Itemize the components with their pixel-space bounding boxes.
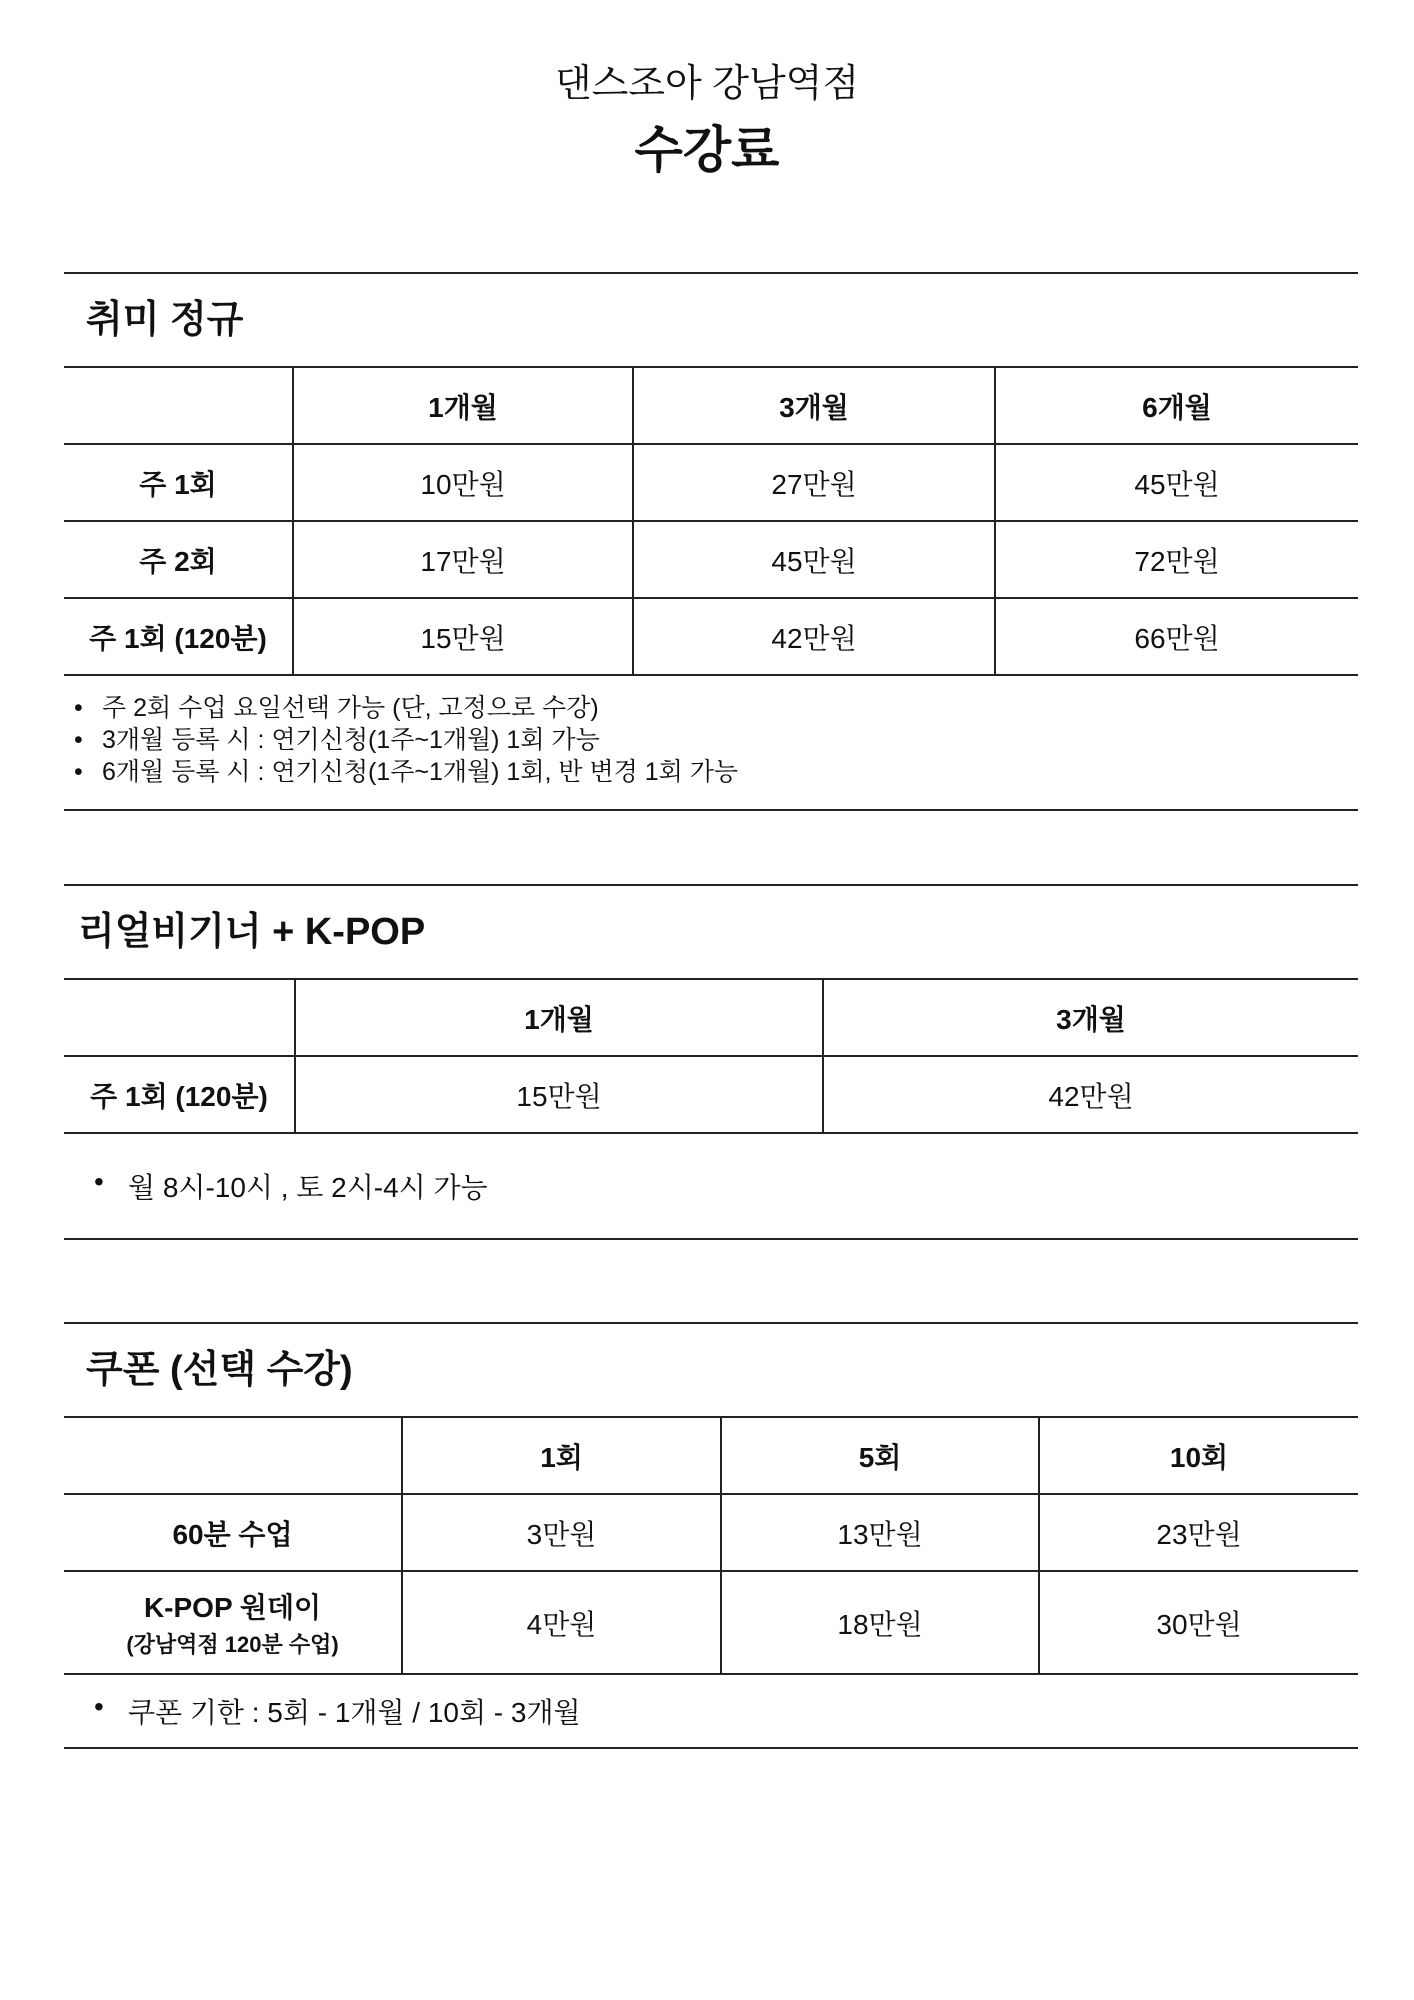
- hobby-price-table: [64, 366, 1358, 674]
- row-label-sub: (강남역점 120분 수업): [126, 1632, 339, 1657]
- price-cell: 10만원: [293, 444, 633, 521]
- price-cell: 45만원: [995, 444, 1358, 521]
- table-row: [64, 1056, 1358, 1132]
- row-label: 주 1회: [64, 444, 293, 521]
- row-label-main: K-POP 원데이: [143, 1592, 322, 1623]
- bullet-icon: •: [74, 694, 83, 722]
- price-cell: 17만원: [293, 521, 633, 598]
- price-cell: 18만원: [721, 1571, 1039, 1673]
- table-row: [64, 1571, 1358, 1673]
- bullet-icon: •: [74, 726, 83, 754]
- row-label: 주 1회 (120분): [64, 598, 293, 674]
- price-cell: 4만원: [402, 1571, 721, 1673]
- row-label: 주 2회: [64, 521, 293, 598]
- beginner-price-table: [64, 978, 1358, 1132]
- price-cell: 42만원: [633, 598, 995, 674]
- column-header: 1회: [402, 1417, 721, 1494]
- column-header: 3개월: [823, 979, 1358, 1056]
- bullet-icon: •: [74, 758, 83, 786]
- price-cell: 45만원: [633, 521, 995, 598]
- row-label: [64, 1571, 402, 1673]
- coupon-notes: [64, 1673, 1358, 1749]
- coupon-section: [64, 1322, 1358, 1749]
- section-title-hobby: 취미 정규: [86, 299, 244, 341]
- hobby-regular-section: [64, 272, 1358, 811]
- corner-cell: [64, 979, 295, 1056]
- beginner-kpop-section: [64, 884, 1358, 1240]
- table-header-row: [64, 1417, 1358, 1494]
- list-item: [64, 1691, 581, 1731]
- note-text: 주 2회 수업 요일선택 가능 (단, 고정으로 수강): [102, 694, 599, 722]
- section-title-beginner: 리얼비기너 + K-POP: [78, 911, 426, 953]
- price-cell: 72만원: [995, 521, 1358, 598]
- price-cell: 66만원: [995, 598, 1358, 674]
- section-title-coupon: 쿠폰 (선택 수강): [86, 1349, 353, 1391]
- bullet-icon: •: [94, 1691, 104, 1722]
- price-cell: 3만원: [402, 1494, 721, 1571]
- table-row: [64, 598, 1358, 674]
- hobby-notes: [64, 674, 1358, 811]
- note-text: 6개월 등록 시 : 연기신청(1주~1개월) 1회, 반 변경 1회 가능: [102, 758, 739, 786]
- price-cell: 23만원: [1039, 1494, 1358, 1571]
- corner-cell: [64, 1417, 402, 1494]
- column-header: 1개월: [293, 367, 633, 444]
- row-label: 주 1회 (120분): [64, 1056, 295, 1132]
- page-title: 수강료: [634, 122, 780, 178]
- column-header: 5회: [721, 1417, 1039, 1494]
- note-text: 3개월 등록 시 : 연기신청(1주~1개월) 1회 가능: [102, 726, 600, 754]
- note-text: 월 8시-10시 , 토 2시-4시 가능: [128, 1172, 488, 1203]
- column-header: 6개월: [995, 367, 1358, 444]
- studio-name: 댄스조아 강남역점: [554, 63, 860, 105]
- price-cell: 15만원: [293, 598, 633, 674]
- table-row: [64, 1494, 1358, 1571]
- price-cell: 30만원: [1039, 1571, 1358, 1673]
- bullet-icon: •: [94, 1166, 104, 1197]
- note-text: 쿠폰 기한 : 5회 - 1개월 / 10회 - 3개월: [128, 1697, 581, 1728]
- price-cell: 13만원: [721, 1494, 1039, 1571]
- price-cell: 27만원: [633, 444, 995, 521]
- list-item: [64, 724, 1358, 756]
- list-item: [64, 756, 1358, 788]
- row-label: 60분 수업: [64, 1494, 402, 1571]
- table-row: [64, 444, 1358, 521]
- coupon-price-table: [64, 1416, 1358, 1673]
- column-header: 3개월: [633, 367, 995, 444]
- column-header: 10회: [1039, 1417, 1358, 1494]
- beginner-notes: [64, 1132, 1358, 1240]
- corner-cell: [64, 367, 293, 444]
- column-header: 1개월: [295, 979, 823, 1056]
- table-header-row: [64, 979, 1358, 1056]
- list-item: [64, 1166, 488, 1206]
- price-cell: 42만원: [823, 1056, 1358, 1132]
- table-header-row: [64, 367, 1358, 444]
- price-cell: 15만원: [295, 1056, 823, 1132]
- table-row: [64, 521, 1358, 598]
- list-item: [64, 692, 1358, 724]
